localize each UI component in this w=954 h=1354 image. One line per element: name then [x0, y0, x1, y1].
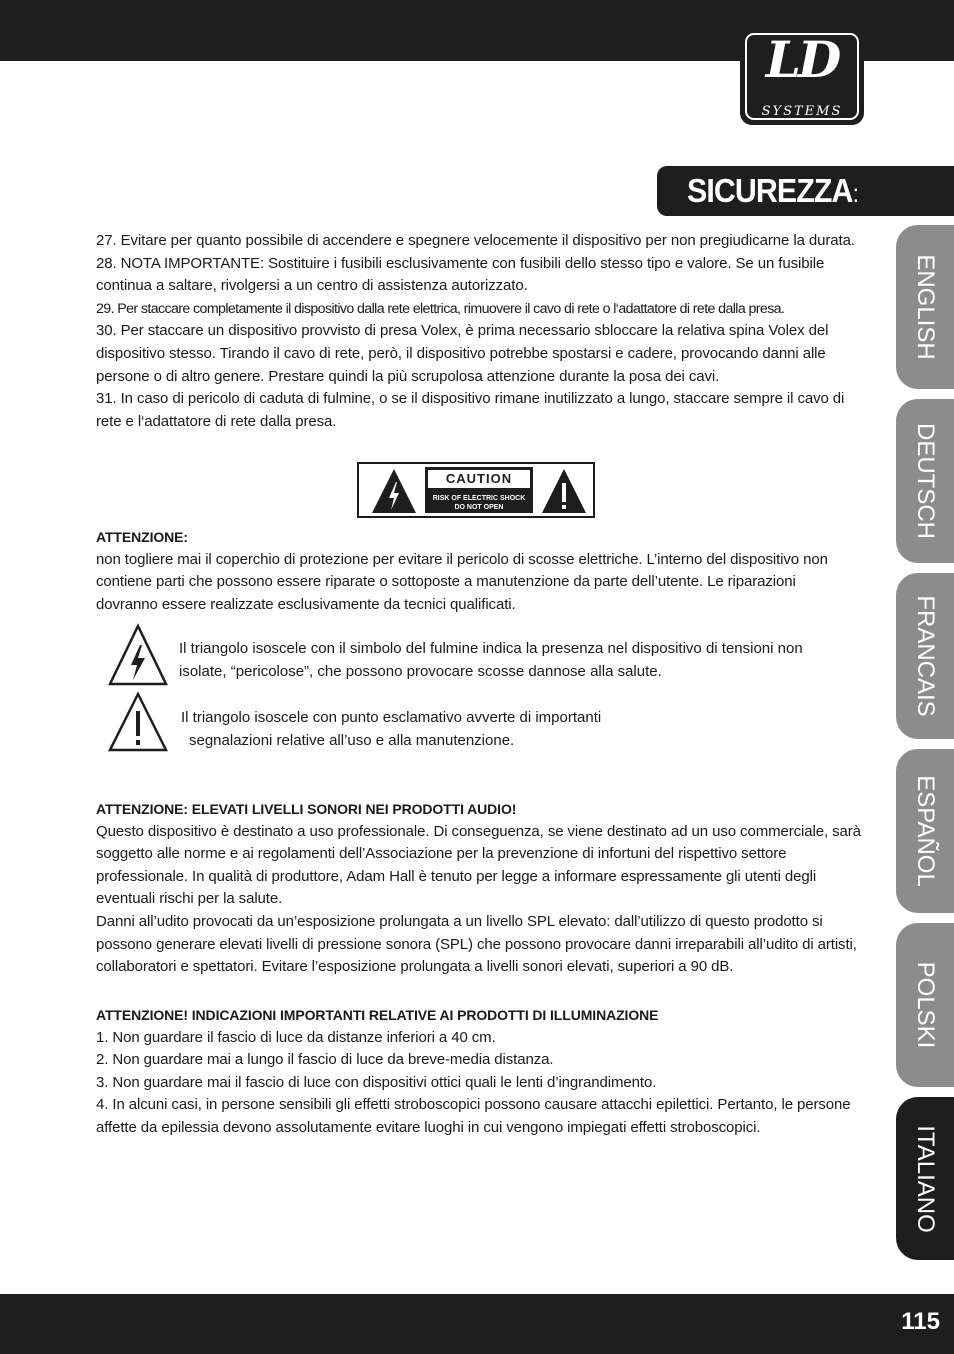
- tab-deutsch[interactable]: [896, 399, 954, 563]
- section-title-colon: :: [852, 178, 860, 208]
- lightning-symbol-icon: [107, 623, 169, 687]
- lightning-caption-line-1: Il triangolo isoscele con il simbolo del fulmine indica la presenza nel dispositivo di tensioni non: [179, 640, 803, 657]
- lighting-warning-section: [96, 1004, 861, 1140]
- lightning-caption: [179, 638, 803, 683]
- item-31: 31. In caso di pericolo di caduta di fulmine, o se il dispositivo rimane inutilizzato a lungo, staccare sempre il cavo di rete e l‘adattatore di rete dalla presa.: [96, 390, 845, 430]
- caution-panel: [425, 467, 533, 513]
- item-30: 30. Per staccare un dispositivo provvisto di presa Volex, è prima necessario sbloccare la relativa spina Volex del dispositivo stesso. Tirando il cavo di rete, però, il dispositivo potrebbe spostarsi e cadere, provocando danni alle persone o di altro genere. Prestare quindi la più scrupolosa attenzione durante la posa dei cavi.: [96, 322, 829, 385]
- section-header: [657, 166, 954, 216]
- exclamation-caption-line-1: Il triangolo isoscele con punto esclamativo avverte di importanti: [181, 709, 602, 726]
- tab-english[interactable]: [896, 225, 954, 389]
- exclamation-triangle-icon: [539, 466, 589, 516]
- lighting-item-4: 4. In alcuni casi, in persone sensibili gli effetti stroboscopici possono causare attacchi epilettici. Pertanto, le persone affette da epilessia devono assolutamente evitare luoghi in cui vengono impiegati effetti stroboscopici.: [96, 1096, 851, 1136]
- sound-warning-paragraph-1: Questo dispositivo è destinato a uso professionale. Di conseguenza, se viene destinato ad un uso commerciale, sarà soggetto alle norme e ai regolamenti dell’Associazione per la prevenzione di infortuni del rispettivo settore professionale. In qualità di produttore, Adam Hall è tenuto per legge a informare espressamente gli utenti degli eventuali rischi per la salute.: [96, 822, 861, 908]
- exclamation-symbol-icon: [107, 691, 169, 753]
- lightning-triangle-icon: [369, 466, 419, 516]
- section-title: [687, 172, 859, 210]
- tab-francais[interactable]: [896, 573, 954, 739]
- lightning-caption-line-2: isolate, “pericolose”, che possono provocare scosse dannose alla salute.: [179, 662, 662, 680]
- tab-espanol[interactable]: [896, 749, 954, 913]
- sound-warning-heading: ATTENZIONE: ELEVATI LIVELLI SONORI NEI PRODOTTI AUDIO!: [96, 801, 517, 817]
- caution-subtext: [425, 494, 533, 512]
- ld-systems-logo: [740, 28, 864, 125]
- page-number: 115: [901, 1308, 940, 1335]
- tab-francais-label: FRANCAIS: [912, 595, 939, 717]
- exclamation-caption: [181, 707, 601, 752]
- tab-polski[interactable]: [896, 923, 954, 1087]
- lighting-item-3: 3. Non guardare mai il fascio di luce con dispositivi ottici quali le lenti d’ingrandimento.: [96, 1073, 657, 1091]
- sound-warning-section: [96, 798, 861, 979]
- sound-warning-paragraph-2: Danni all’udito provocati da un’esposizione prolungata a un livello SPL elevato: dall’utilizzo di questo prodotto si possono generare elevati livelli di pressione sonora (SPL) che possono provocare danni irreparabili all’udito di artisti, collaboratori e spettatori. Evitare l’esposizione prolungata a livelli sonori elevati, superiori a 90 dB.: [96, 912, 857, 976]
- attention-section: [96, 526, 861, 616]
- bottom-bar: [0, 1294, 954, 1354]
- tab-espanol-label: ESPAÑOL: [912, 775, 939, 887]
- lighting-warning-heading: ATTENZIONE! INDICAZIONI IMPORTANTI RELATIVE AI PRODOTTI DI ILLUMINAZIONE: [96, 1007, 659, 1023]
- item-28: 28. NOTA IMPORTANTE: Sostituire i fusibili esclusivamente con fusibili dello stesso tipo e valore. Se un fusibile continua a saltare, rivolgersi a un centro di assistenza autorizzato.: [96, 254, 825, 295]
- item-29: 29. Per staccare completamente il dispositivo dalla rete elettrica, rimuovere il cavo di rete o l‘adattatore di rete dalla presa.: [96, 300, 785, 317]
- lighting-item-2: 2. Non guardare mai a lungo il fascio di luce da breve-media distanza.: [96, 1051, 554, 1069]
- tab-italiano[interactable]: [896, 1097, 954, 1260]
- section-title-text: SICUREZZA: [687, 172, 853, 209]
- caution-line-2: DO NOT OPEN: [454, 504, 504, 511]
- tab-deutsch-label: DEUTSCH: [912, 422, 939, 540]
- caution-line-1: RISK OF ELECTRIC SHOCK: [432, 495, 526, 502]
- numbered-items: [96, 230, 861, 433]
- tab-english-label: ENGLISH: [912, 254, 939, 360]
- exclamation-caption-line-2: segnalazioni relative all’uso e alla manutenzione.: [189, 731, 515, 749]
- caution-title: CAUTION: [428, 470, 530, 488]
- attention-heading: ATTENZIONE:: [96, 529, 188, 545]
- tab-polski-label: POLSKI: [912, 961, 939, 1049]
- logo-systems-text: SYSTEMS: [761, 104, 843, 119]
- lighting-item-1: 1. Non guardare il fascio di luce da distanze inferiori a 40 cm.: [96, 1028, 496, 1046]
- caution-label: [357, 462, 595, 518]
- item-27: 27. Evitare per quanto possibile di accendere e spegnere velocemente il dispositivo per non pregiudicarne la durata.: [96, 232, 855, 249]
- tab-italiano-label: ITALIANO: [912, 1124, 939, 1233]
- logo-ld-text: LD: [765, 30, 839, 89]
- attention-body: non togliere mai il coperchio di protezione per evitare il pericolo di scosse elettriche. L’interno del dispositivo non contiene parti che possono essere riparate o sottoposte a manutenzione da parte dell’utente. Le riparazioni dovranno essere realizzate esclusivamente da tecnici qualificati.: [96, 550, 828, 613]
